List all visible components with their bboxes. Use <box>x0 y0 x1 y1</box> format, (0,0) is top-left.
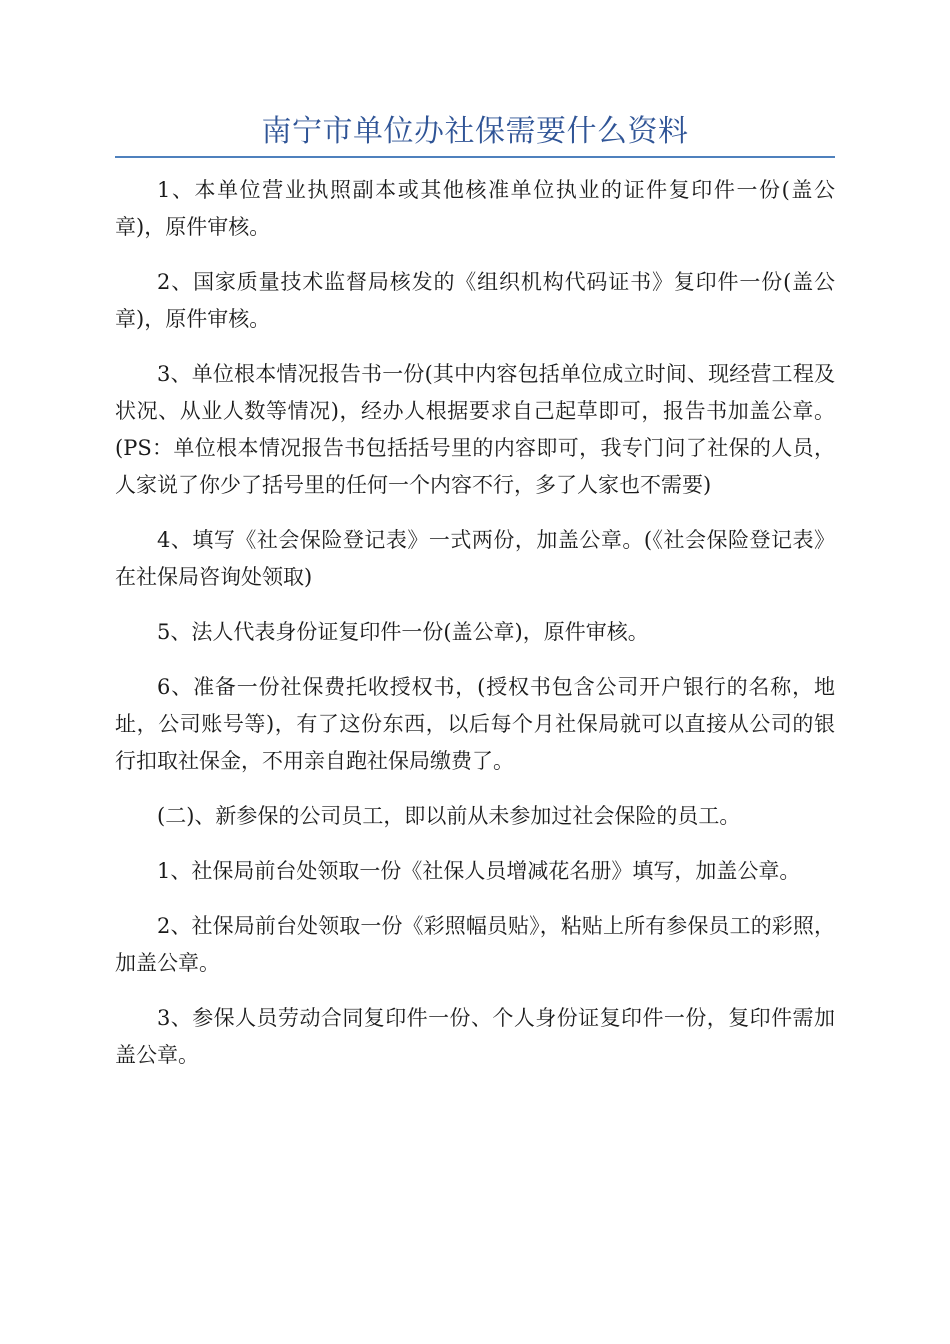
paragraph-6: 6、准备一份社保费托收授权书，(授权书包含公司开户银行的名称，地址，公司账号等)，有了这份东西，以后每个月社保局就可以直接从公司的银行扣取社保金，不用亲自跑社保局缴费了。 <box>115 675 835 773</box>
page-title: 南宁市单位办社保需要什么资料 <box>261 114 689 149</box>
paragraph-3: 3、单位根本情况报告书一份(其中内容包括单位成立时间、现经营工程及状况、从业人数等情况)，经办人根据要求自己起草即可，报告书加盖公章。(PS：单位根本情况报告书包括括号里的内容即可，我专门问了社保的人员，人家说了你少了括号里的任何一个内容不行，多了人家也不需要) <box>115 362 835 497</box>
paragraph-8: 2、社保局前台处领取一份《彩照幅员贴》，粘贴上所有参保员工的彩照，加盖公章。 <box>115 914 835 975</box>
paragraph-9: 3、参保人员劳动合同复印件一份、个人身份证复印件一份，复印件需加盖公章。 <box>115 1006 835 1067</box>
paragraph-1: 1、本单位营业执照副本或其他核准单位执业的证件复印件一份(盖公章)，原件审核。 <box>115 178 835 239</box>
paragraph-2: 2、国家质量技术监督局核发的《组织机构代码证书》复印件一份(盖公章)，原件审核。 <box>115 270 835 331</box>
paragraph-4: 4、填写《社会保险登记表》一式两份，加盖公章。(《社会保险登记表》在社保局咨询处领取) <box>115 528 835 589</box>
paragraph-7: 1、社保局前台处领取一份《社保人员增减花名册》填写，加盖公章。 <box>157 859 801 883</box>
document-body <box>115 172 835 1092</box>
paragraph-5: 5、法人代表身份证复印件一份(盖公章)，原件审核。 <box>157 620 649 644</box>
title-block <box>115 112 835 158</box>
section-heading-new-employees: (二)、新参保的公司员工，即以前从未参加过社会保险的员工。 <box>157 804 741 828</box>
